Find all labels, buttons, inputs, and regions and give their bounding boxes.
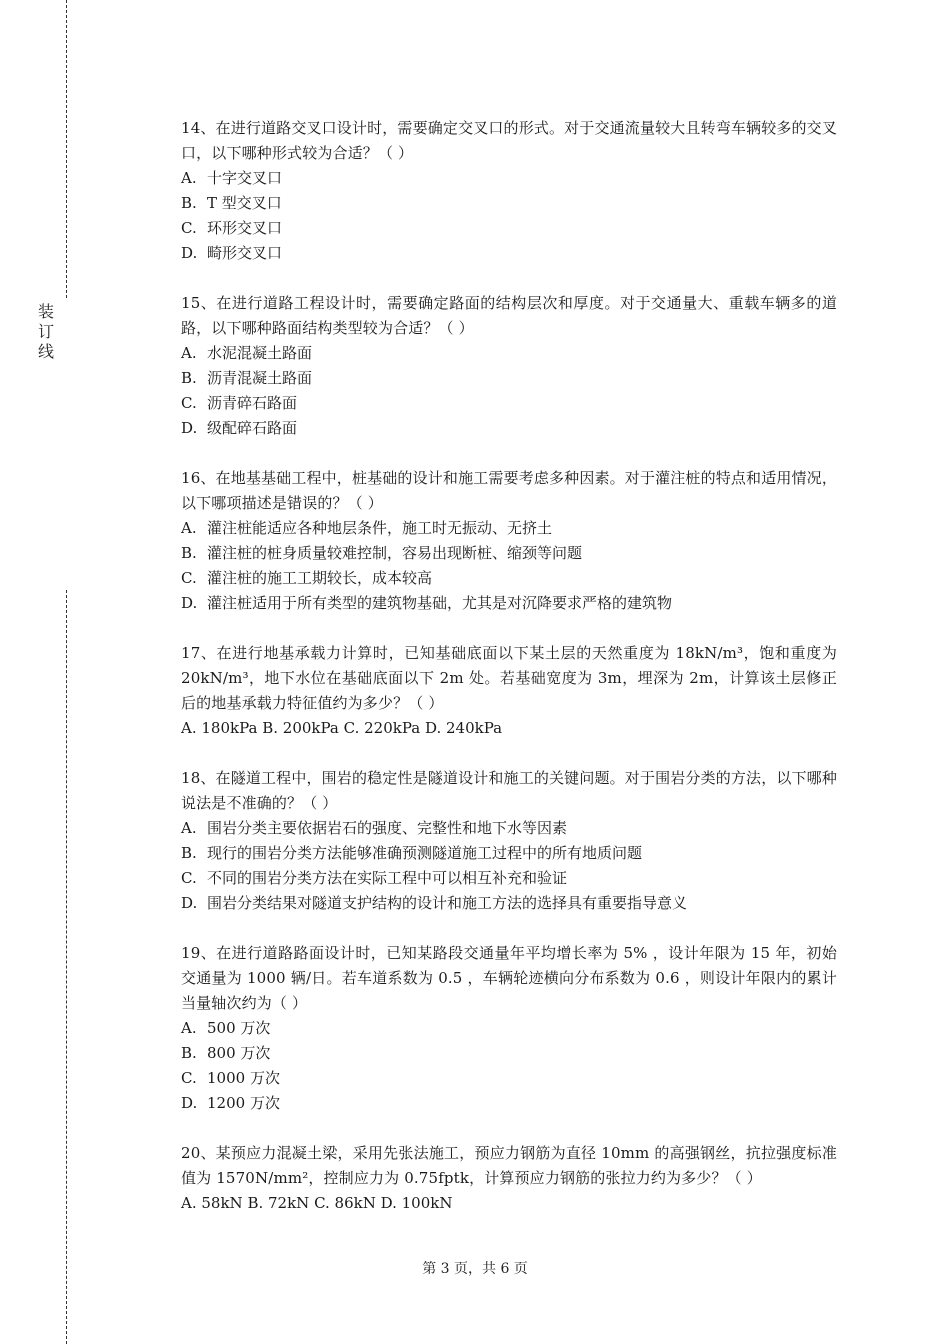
option-a[interactable] (181, 816, 837, 841)
question-stem: 19、在进行道路路面设计时，已知某路段交通量年平均增长率为 5% ，设计年限为 15 年，初始交通量为 1000 辆/日。若车道系数为 0.5 ，车辆轮迹横向分布系数为 0.6 ，则设计年限内的累计当量轴次约为（ ） (181, 944, 837, 1012)
question-stem: 14、在进行道路交叉口设计时，需要确定交叉口的形式。对于交通流量较大且转弯车辆较多的交叉口，以下哪种形式较为合适？（ ） (181, 119, 837, 162)
option-text: 不同的围岩分类方法在实际工程中可以相互补充和验证 (207, 869, 568, 887)
option-letter: B. (181, 1044, 197, 1062)
binding-line-top (66, 0, 67, 298)
option-b[interactable] (181, 1041, 837, 1066)
option-text: 灌注桩能适应各种地层条件，施工时无振动、无挤土 (207, 519, 553, 537)
option-text: 畸形交叉口 (207, 244, 283, 262)
binding-char: 订 (37, 322, 54, 341)
option-letter: B. (181, 194, 197, 212)
question-18 (181, 766, 837, 916)
option-letter: D. (181, 244, 198, 262)
option-b[interactable] (181, 541, 837, 566)
option-letter: D. (181, 1094, 198, 1112)
option-c[interactable] (181, 216, 837, 241)
question-stem: 18、在隧道工程中，围岩的稳定性是隧道设计和施工的关键问题。对于围岩分类的方法，以下哪种说法是不准确的？（ ） (181, 769, 837, 812)
option-a[interactable] (181, 1016, 837, 1041)
option-text: 灌注桩的施工工期较长，成本较高 (207, 569, 433, 587)
option-text: 环形交叉口 (207, 219, 283, 237)
page-number-footer: 第 3 页，共 6 页 (422, 1261, 528, 1277)
option-letter: C. (181, 394, 197, 412)
question-16 (181, 466, 837, 616)
option-letter: B. (181, 369, 197, 387)
binding-char: 线 (37, 342, 54, 361)
option-text: 十字交叉口 (207, 169, 283, 187)
option-text: T 型交叉口 (207, 194, 282, 212)
question-20 (181, 1141, 837, 1216)
option-text: 水泥混凝土路面 (207, 344, 313, 362)
option-text: 现行的围岩分类方法能够准确预测隧道施工过程中的所有地质问题 (207, 844, 643, 862)
option-d[interactable] (181, 416, 837, 441)
option-a[interactable] (181, 166, 837, 191)
option-text: 1000 万次 (207, 1069, 280, 1087)
option-letter: A. (181, 1019, 197, 1037)
option-letter: D. (181, 894, 198, 912)
option-d[interactable] (181, 241, 837, 266)
question-19 (181, 941, 837, 1116)
inline-options[interactable]: A. 58kN B. 72kN C. 86kN D. 100kN (181, 1194, 453, 1212)
option-d[interactable] (181, 891, 837, 916)
question-stem: 16、在地基基础工程中，桩基础的设计和施工需要考虑多种因素。对于灌注桩的特点和适用情况，以下哪项描述是错误的？（ ） (181, 469, 837, 512)
question-stem: 20、某预应力混凝土梁，采用先张法施工，预应力钢筋为直径 10mm 的高强钢丝，抗拉强度标准值为 1570N/mm²，控制应力为 0.75fptk，计算预应力钢筋的张拉力约为多少？（ ） (181, 1144, 837, 1187)
option-letter: D. (181, 594, 198, 612)
question-stem: 15、在进行道路工程设计时，需要确定路面的结构层次和厚度。对于交通量大、重载车辆多的道路，以下哪种路面结构类型较为合适？（ ） (181, 294, 837, 337)
option-letter: D. (181, 419, 198, 437)
question-list (181, 116, 837, 1241)
option-c[interactable] (181, 391, 837, 416)
option-text: 灌注桩的桩身质量较难控制，容易出现断桩、缩颈等问题 (207, 544, 583, 562)
option-text: 围岩分类结果对隧道支护结构的设计和施工方法的选择具有重要指导意义 (207, 894, 688, 912)
option-text: 级配碎石路面 (207, 419, 298, 437)
option-letter: C. (181, 869, 197, 887)
question-14 (181, 116, 837, 266)
option-a[interactable] (181, 341, 837, 366)
question-stem: 17、在进行地基承载力计算时，已知基础底面以下某土层的天然重度为 18kN/m³，饱和重度为 20kN/m³，地下水位在基础底面以下 2m 处。若基础宽度为 3m，埋深为 2m，计算该土层修正后的地基承载力特征值约为多少？（ ） (181, 644, 837, 712)
option-a[interactable] (181, 516, 837, 541)
option-c[interactable] (181, 866, 837, 891)
question-17 (181, 641, 837, 741)
option-letter: A. (181, 519, 197, 537)
option-text: 沥青碎石路面 (207, 394, 298, 412)
option-text: 围岩分类主要依据岩石的强度、完整性和地下水等因素 (207, 819, 568, 837)
option-d[interactable] (181, 1091, 837, 1116)
option-text: 800 万次 (207, 1044, 271, 1062)
option-b[interactable] (181, 841, 837, 866)
option-letter: C. (181, 219, 197, 237)
binding-label (36, 302, 56, 362)
option-letter: C. (181, 569, 197, 587)
option-text: 灌注桩适用于所有类型的建筑物基础，尤其是对沉降要求严格的建筑物 (207, 594, 673, 612)
option-d[interactable] (181, 591, 837, 616)
option-letter: A. (181, 344, 197, 362)
option-text: 1200 万次 (207, 1094, 280, 1112)
option-b[interactable] (181, 366, 837, 391)
option-text: 500 万次 (207, 1019, 271, 1037)
binding-line-bottom (66, 590, 67, 1344)
option-letter: B. (181, 844, 197, 862)
option-letter: A. (181, 819, 197, 837)
option-letter: C. (181, 1069, 197, 1087)
option-c[interactable] (181, 566, 837, 591)
option-letter: A. (181, 169, 197, 187)
option-b[interactable] (181, 191, 837, 216)
question-15 (181, 291, 837, 441)
option-text: 沥青混凝土路面 (207, 369, 313, 387)
binding-char: 装 (37, 302, 54, 321)
option-c[interactable] (181, 1066, 837, 1091)
inline-options[interactable]: A. 180kPa B. 200kPa C. 220kPa D. 240kPa (181, 719, 503, 737)
option-letter: B. (181, 544, 197, 562)
